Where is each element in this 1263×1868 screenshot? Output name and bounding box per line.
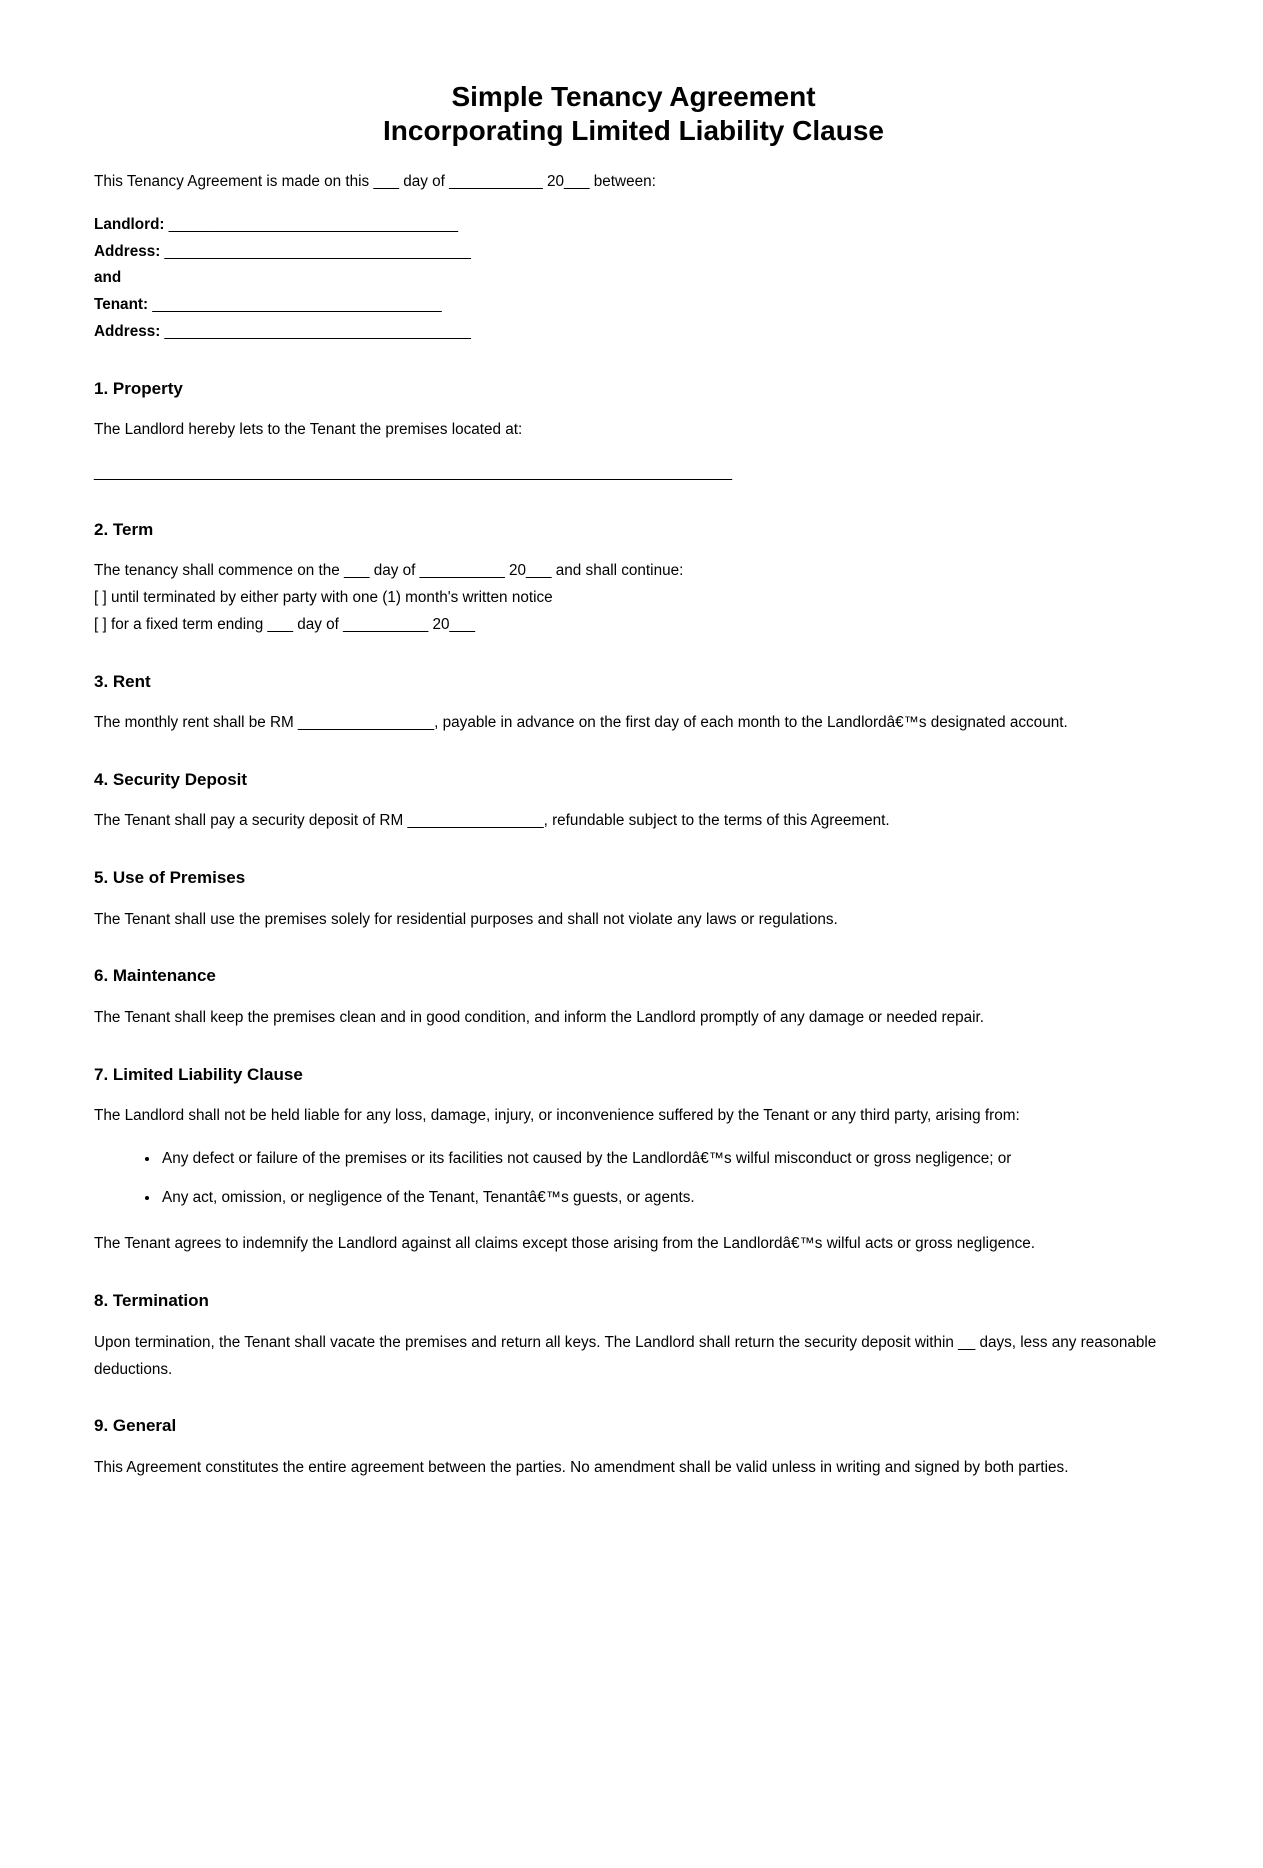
landlord-address-label: Address: — [94, 242, 161, 260]
section-heading-rent: 3. Rent — [94, 671, 151, 691]
tenant-line — [94, 292, 1173, 319]
section-heading-limited-liability: 7. Limited Liability Clause — [94, 1064, 303, 1084]
liability-exclusion-item-negligence: • Any act, omission, or negligence of the Tenant, Tenantâ€™s guests, or agents. — [160, 1185, 1173, 1212]
landlord-address-blank-field: ____________________________________ — [160, 242, 471, 260]
property-paragraph: The Landlord hereby lets to the Tenant the premises located at: — [94, 421, 523, 439]
limited-liability-paragraph: The Landlord shall not be held liable for any loss, damage, injury, or inconvenience suffered by the Tenant or any third party, arising from: — [94, 1107, 1020, 1125]
document-title — [94, 80, 1173, 147]
liability-exclusion-list — [94, 1146, 1173, 1212]
document-title-line1: Simple Tenancy Agreement — [451, 81, 816, 112]
section-heading-general: 9. General — [94, 1416, 177, 1436]
term-option-fixed-checkbox-line: [ ] for a fixed term ending ___ day of __________ 20___ — [94, 615, 476, 633]
termination-paragraph: Upon termination, the Tenant shall vacate the premises and return all keys. The Landlord shall return the security deposit within __ days, less any reasonable deductions. — [94, 1333, 1157, 1378]
tenant-blank-field: __________________________________ — [148, 296, 442, 314]
intro-paragraph: This Tenancy Agreement is made on this ___ day of ___________ 20___ between: — [94, 173, 656, 191]
term-commence-line: The tenancy shall commence on the ___ day of __________ 20___ and shall continue: — [94, 562, 684, 580]
parties-block — [94, 212, 1173, 346]
landlord-blank-field: __________________________________ — [164, 215, 459, 233]
use-of-premises-paragraph: The Tenant shall use the premises solely for residential purposes and shall not violate any laws or regulations. — [94, 910, 838, 928]
term-block — [94, 558, 1173, 638]
and-separator: and — [94, 269, 122, 287]
indemnity-paragraph: The Tenant agrees to indemnify the Landlord against all claims except those arising from the Landlordâ€™s wilful acts or gross negligence. — [94, 1235, 1035, 1253]
landlord-line — [94, 212, 1173, 239]
section-heading-termination: 8. Termination — [94, 1291, 209, 1311]
general-paragraph: This Agreement constitutes the entire agreement between the parties. No amendment shall be valid unless in writing and signed by both parties. — [94, 1458, 1069, 1476]
tenant-address-blank-field: ____________________________________ — [160, 323, 471, 341]
maintenance-paragraph: The Tenant shall keep the premises clean and in good condition, and inform the Landlord promptly of any damage or needed repair. — [94, 1008, 985, 1026]
section-heading-property: 1. Property — [94, 378, 183, 398]
document-title-line2: Incorporating Limited Liability Clause — [383, 114, 884, 146]
term-option-monthly-checkbox-line: [ ] until terminated by either party with one (1) month's written notice — [94, 589, 553, 607]
section-heading-term: 2. Term — [94, 519, 154, 539]
rent-paragraph: The monthly rent shall be RM ________________, payable in advance on the first day of each month to the Landlordâ€™s designated account. — [94, 714, 1068, 732]
tenant-address-label: Address: — [94, 323, 161, 341]
tenant-label: Tenant: — [94, 296, 149, 314]
section-heading-use-of-premises: 5. Use of Premises — [94, 868, 246, 888]
landlord-label: Landlord: — [94, 215, 165, 233]
section-heading-security-deposit: 4. Security Deposit — [94, 769, 248, 789]
tenant-address-line — [94, 319, 1173, 346]
landlord-address-line — [94, 239, 1173, 266]
section-heading-maintenance: 6. Maintenance — [94, 966, 216, 986]
liability-exclusion-item-defect: • Any defect or failure of the premises or its facilities not caused by the Landlordâ€™s wilful misconduct or gross negligence; or — [160, 1146, 1173, 1173]
property-blank-line: ___________________________________________________________________________ — [94, 464, 733, 482]
security-deposit-paragraph: The Tenant shall pay a security deposit of RM ________________, refundable subject to the terms of this Agreement. — [94, 812, 890, 830]
